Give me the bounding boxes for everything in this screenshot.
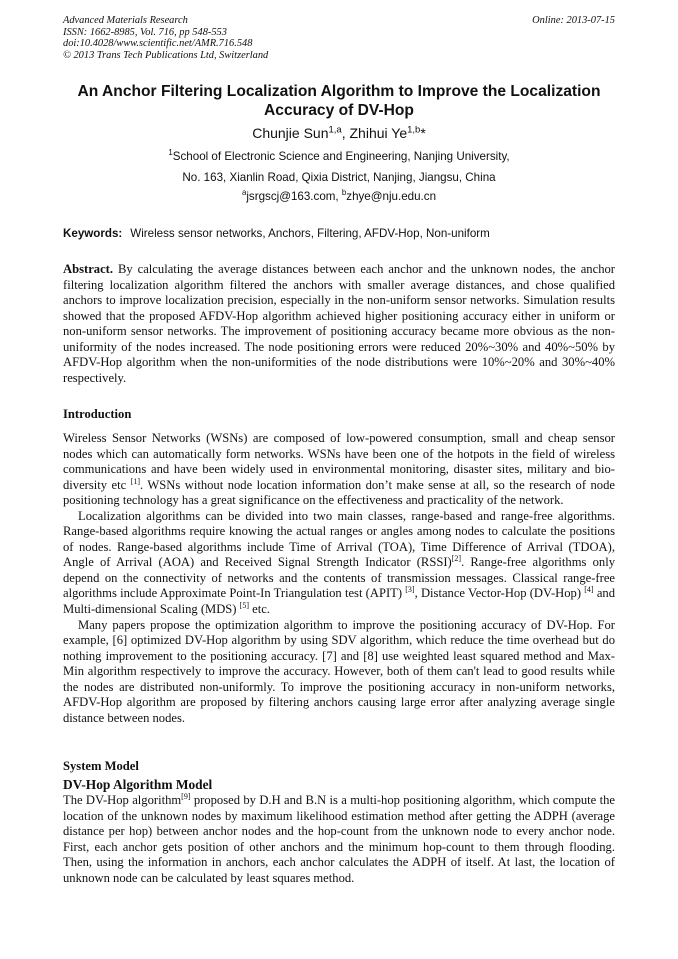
subsection-heading-dv-hop: DV-Hop Algorithm Model [63,777,213,792]
citation: [5] [239,601,249,611]
paragraph-text: proposed by D.H and B.N is a multi-hop positioning algorithm, which compute the location of the unknown nodes by maximum likelihood estimation method after getting the ADPH (average distance per hop) between anchor nodes and the hop-count from the unknown node to every anchor node. First, each anchor gets position of other anchors and the minimum hop-count to them through flooding. Then, using the information in anchors, each anchor calculates the ADPH of itself. At last, the location of unknown node can be calculated by least squares method. [63,793,615,885]
online-date: Online: 2013-07-15 [532,15,615,26]
abstract-label: Abstract. [63,262,114,276]
paragraph-text: and Multi-dimensional Scaling (MDS) [63,586,615,617]
introduction-paragraph-1 [63,431,615,509]
keywords-text: Wireless sensor networks, Anchors, Filtering, AFDV-Hop, Non-uniform [130,227,490,240]
keywords-line [63,227,623,241]
introduction-paragraph-3: Many papers propose the optimization algorithm to improve the positioning accuracy of DV-Hop. For example, [6] optimized DV-Hop algorithm by using SDV algorithm, which reduce the time overhead but do nothing improvement to the positioning accuracy. [7] and [8] use weighted least squared method and Max-Min algorithm respectively to improve the accuracy. However, both of them can't lead to good results while the nodes are distributed non-uniformly. To improve the positioning accuracy in non-uniform networks, AFDV-Hop algorithm are proposed by filtering anchors causing large error after analyzing average single distance between nodes. [63,617,615,725]
email-address: jsrgscj@163.com, [246,190,342,203]
citation: [2] [451,554,462,564]
copyright-line: © 2013 Trans Tech Publications Ltd, Switzerland [63,49,269,61]
affiliation-text: School of Electronic Science and Engineering, Nanjing University, [172,150,510,163]
email-line [0,190,678,204]
paragraph-text: . WSNs without node location information don’t make sense at all, so the research of node positioning technology has a great significance on the effectiveness and practicality of the network. [63,477,615,508]
abstract-text: By calculating the average distances between each anchor and the unknown nodes, the anchor filtering localization algorithm filtered the anchors with smaller average distances, and chose qualified anchors to improve localization precision, especially in the non-uniform sensor networks. Simulation results showed that the proposed AFDV-Hop algorithm achieved higher positioning accuracy either in uniform or non-uniform sensor networks. The improvement of positioning accuracy became more obvious as the non-uniformity of the nodes increased. The node positioning errors were reduced 20%~30% and 40%~50% by AFDV-Hop algorithm when the non-uniformities of the node distributions were 10%~20% and 30%~40% respectively. [63,262,615,385]
corresponding-mark: * [420,125,426,141]
introduction-body [63,431,615,726]
author-name: Chunjie Sun [252,125,329,141]
author-superscript: 1,b [407,124,421,136]
doi-line: doi:10.4028/www.scientific.net/AMR.716.548 [63,38,253,50]
author-line [0,124,678,142]
citation: [4] [584,585,594,595]
affiliation-superscript: 1 [168,148,173,158]
paragraph-text: Localization algorithms can be divided into two main classes, range-based and range-free algorithms. Range-based algorithms require knowing the actual ranges or angles among nodes to calculate the positions of nodes. Range-based algorithms include Time of Arrival (TOA), Time Difference of Arrival (TDOA), Angle of Arrival (AOA) and Received Signal Strength Indicator (RSSI) [63,508,615,570]
author-superscript: 1,a [328,124,342,136]
introduction-paragraph-2 [63,509,615,618]
paragraph-text: . Range-free algorithms only depend on the connectivity of networks and the contents of transmission messages. Classical range-free algorithms include Approximate Point-In Triangulation test (APIT) [63,555,615,601]
journal-header [63,15,615,61]
citation: [9] [181,792,191,801]
paragraph-text: , Distance Vector-Hop (DV-Hop) [414,586,585,601]
issn-line: ISSN: 1662-8985, Vol. 716, pp 548-553 [63,26,227,38]
section-heading-system-model: System Model [63,759,139,773]
paper-title: An Anchor Filtering Localization Algorithm to Improve the Localization Accuracy of DV-Hop [77,83,601,119]
author-separator: , [341,125,350,141]
paragraph-text: The DV-Hop algorithm [63,793,182,807]
email-superscript: b [341,188,347,198]
author-name: Zhihui Ye [349,125,408,141]
citation: [1] [130,476,141,486]
dv-hop-paragraph [63,793,615,886]
affiliation-line-1 [0,150,678,164]
email-address: zhye@nju.edu.cn [346,190,437,203]
paragraph-text: Wireless Sensor Networks (WSNs) are composed of low-powered consumption, small and cheap sensor nodes which can automatically form networks. WSNs have been one of the hotpots in the field of wireless communications and have been widely used in environmental monitoring, disaster sites, military and bio-diversity etc [63,431,615,492]
abstract-paragraph [63,262,615,386]
citation: [3] [405,585,415,595]
email-superscript: a [241,188,247,198]
journal-name: Advanced Materials Research [63,15,188,26]
keywords-label: Keywords: [63,227,123,240]
section-heading-introduction: Introduction [63,407,132,421]
affiliation-line-2: No. 163, Xianlin Road, Qixia District, Nanjing, Jiangsu, China [182,171,496,184]
paragraph-text: etc. [248,602,270,617]
